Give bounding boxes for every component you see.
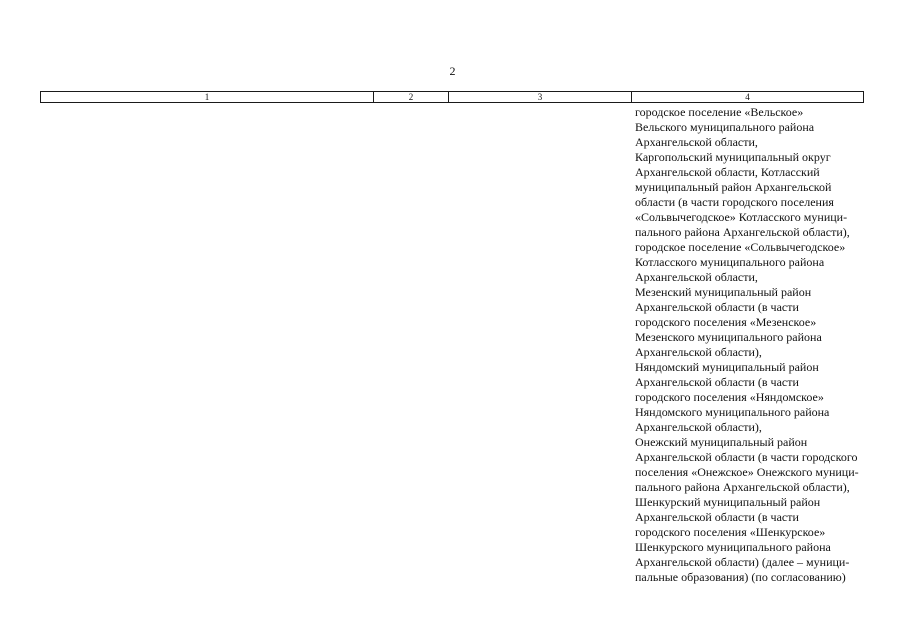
column-4-line: Архангельской области (в части городского xyxy=(635,450,858,464)
column-4-line: городское поселение «Сольвычегодское» xyxy=(635,240,846,254)
column-4-line: Мезенский муниципальный район xyxy=(635,285,812,299)
column-4-line: Вельского муниципального района xyxy=(635,120,815,134)
column-4-line: пальные образования) (по согласованию) xyxy=(635,570,846,584)
column-4-line: муниципальный район Архангельской xyxy=(635,180,832,194)
column-4-line: Няндомского муниципального района xyxy=(635,405,830,419)
column-4-line: Шенкурского муниципального района xyxy=(635,540,831,554)
column-4-line: Котласского муниципального района xyxy=(635,255,825,269)
column-4-line: Архангельской области (в части xyxy=(635,375,799,389)
column-header-2: 2 xyxy=(374,92,449,103)
column-4-content xyxy=(635,105,867,585)
column-4-line: Архангельской области, xyxy=(635,135,758,149)
column-4-line: Архангельской области, Котласский xyxy=(635,165,820,179)
column-4-line: городского поселения «Мезенское» xyxy=(635,315,817,329)
column-header-1: 1 xyxy=(41,92,374,103)
column-4-line: Няндомский муниципальный район xyxy=(635,360,819,374)
column-4-line: Архангельской области (в части xyxy=(635,510,799,524)
column-4-line: области (в части городского поселения xyxy=(635,195,834,209)
column-4-line: городское поселение «Вельское» xyxy=(635,105,804,119)
table-header xyxy=(40,91,864,103)
column-header-4: 4 xyxy=(632,92,864,103)
column-4-line: пального района Архангельской области), xyxy=(635,480,850,494)
column-4-line: Онежский муниципальный район xyxy=(635,435,808,449)
page-number: 2 xyxy=(449,64,456,78)
column-4-line: Каргопольский муниципальный округ xyxy=(635,150,831,164)
column-4-line: Архангельской области) (далее – муници- xyxy=(635,555,850,569)
column-4-line: Архангельской области), xyxy=(635,420,762,434)
column-header-3: 3 xyxy=(449,92,632,103)
table-header-row xyxy=(41,92,864,103)
column-4-line: Архангельской области), xyxy=(635,345,762,359)
column-4-line: Шенкурский муниципальный район xyxy=(635,495,821,509)
column-4-line: пального района Архангельской области), xyxy=(635,225,850,239)
column-4-line: городского поселения «Няндомское» xyxy=(635,390,824,404)
column-4-line: Мезенского муниципального района xyxy=(635,330,822,344)
column-4-line: «Сольвычегодское» Котласского муници- xyxy=(635,210,848,224)
column-4-line: поселения «Онежское» Онежского муници- xyxy=(635,465,859,479)
column-4-line: Архангельской области, xyxy=(635,270,758,284)
column-4-line: городского поселения «Шенкурское» xyxy=(635,525,826,539)
column-4-line: Архангельской области (в части xyxy=(635,300,799,314)
